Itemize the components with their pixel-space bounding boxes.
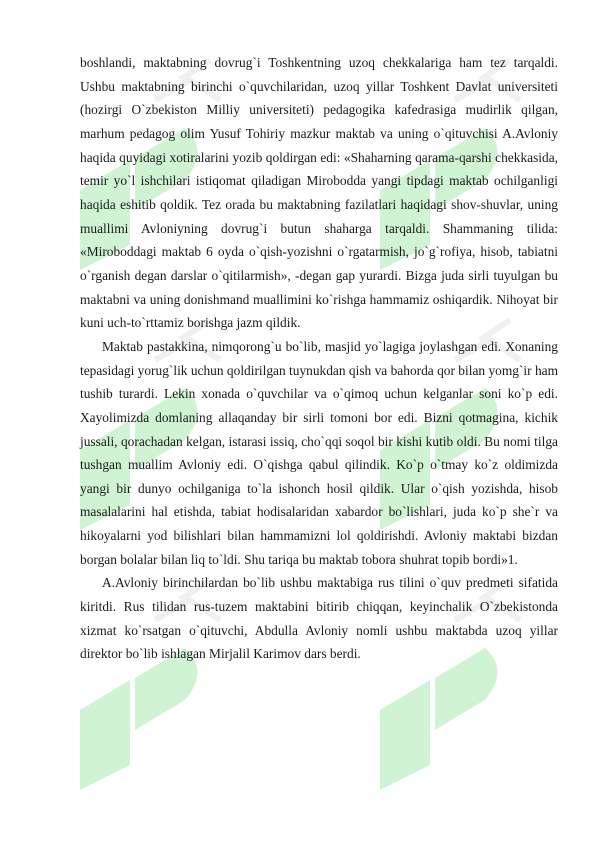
- paragraph: A.Avloniy birinchilardan bo`lib ushbu maktabiga rus tilini o`quv predmeti sifatida kiritdi. Rus tilidan rus-tuzem maktabini bitirib chiqqan, keyinchalik O`zbekistonda xizmat ko`rsatgan o`qituvchi, Abdulla Avloniy nomli ushbu maktabda uzoq yillar direktor bo`lib ishlagan Mirjalil Karimov dars berdi.: [80, 575, 558, 662]
- paragraph: boshlandi, maktabning dovrug`i Toshkentning uzoq chekkalariga ham tez tarqaldi. Ushbu maktabning birinchi o`quvchilaridan, uzoq yillar Toshkent Davlat universiteti (hozirgi O`zbekiston Milliy universiteti) pedagogika kafedrasiga mudirlik qilgan, marhum pedagog olim Yusuf Tohiriy mazkur maktab va uning o`qituvchisi A.Avloniy haqida quyidagi xotiralarini yozib qoldirgan edi: «Shaharning qarama-qarshi chekkasida, temir yo`l ishchilari istiqomat qiladigan Mirobodda yangi tipdagi maktab ochilganligi haqida eshitib qoldik. Tez orada bu maktabning fazilatlari haqidagi shov-shuvlar, uning muallimi Avloniyning dovrug`i butun shaharga tarqaldi. Shammaning tilida: «Miroboddagi maktab 6 oyda o`qish-yozishni o`rgatarmish, jo`g`rofiya, hisob, tabiatni o`rganish degan darslar o`qitilarmish», -degan gap yurardi. Bizga juda sirli tuyulgan bu maktabni va uning donishmand muallimini ko`rishga hammamiz oshiqardik. Nihoyat bir kuni uch-to`rttamiz borishga jazm qildik.: [80, 55, 558, 331]
- paragraph: Maktab pastakkina, nimqorong`u bo`lib, masjid yo`lagiga joylashgan edi. Xonaning tepasidagi yorug`lik uchun qoldirilgan tuynukdan qish va bahorda qor bilan yomg`ir ham tushib turardi. Lekin xonada o`quvchilar va o`qimoq uchun kelganlar soni ko`p edi. Xayolimizda domlaning allaqanday bir sirli tomoni bor edi. Bizni qotmagina, kichik jussali, qorachadan kelgan, istarasi issiq, cho`qqi soqol bir kishi kutib oldi. Bu nomi tilga tushgan muallim Avloniy edi. O`qishga qabul qilindik. Ko`p o`tmay ko`z oldimizda yangi bir dunyo ochilganiga to`la ishonch hosil qildik. Ular o`qish yozishda, hisob masalalarini hal etishda, tabiat hodisalaridan xabardor bo`lishlari, juda ko`p she`r va hikoyalarni yod bilishlari bilan hammamizni lol qoldirishdi. Avloniy maktabi bizdan borgan bolalar bilan liq to`ldi. Shu tariqa bu maktab tobora shuhrat topib bordi»1.: [80, 338, 558, 567]
- body-text: [80, 51, 558, 666]
